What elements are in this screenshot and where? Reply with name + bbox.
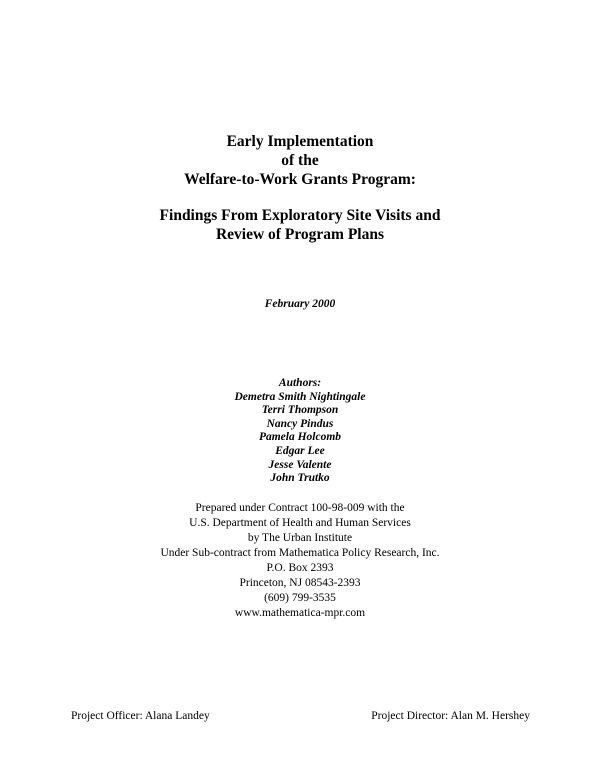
author-name: Demetra Smith Nightingale: [234, 390, 366, 403]
title-line: Welfare-to-Work Grants Program:: [184, 171, 416, 188]
author-name: John Trutko: [270, 472, 330, 485]
project-officer: Project Officer: Alana Landey: [71, 710, 210, 722]
subtitle-line: Findings From Exploratory Site Visits and: [159, 207, 441, 224]
date-text: February 2000: [264, 298, 336, 310]
author-name: Jesse Valente: [268, 458, 332, 471]
authors-heading: Authors:: [278, 377, 322, 389]
contract-line: Prepared under Contract 100-98-009 with the: [195, 502, 405, 514]
author-name: Nancy Pindus: [266, 417, 334, 430]
city-line: Princeton, NJ 08543-2393: [239, 577, 361, 589]
project-director: Project Director: Alan M. Hershey: [371, 710, 530, 722]
subcontract-line: Under Sub-contract from Mathematica Policy Research, Inc.: [160, 547, 440, 559]
author-name: Terri Thompson: [261, 404, 339, 417]
phone-line: (609) 799-3535: [264, 592, 336, 604]
report-subtitle: [0, 206, 600, 244]
subtitle-line: Review of Program Plans: [215, 226, 385, 243]
author-name: Pamela Holcomb: [258, 431, 342, 444]
contractor-line: by The Urban Institute: [247, 532, 353, 544]
website-line: www.mathematica-mpr.com: [234, 607, 366, 619]
author-name: Edgar Lee: [275, 444, 325, 457]
contract-info: [0, 501, 600, 621]
agency-line: U.S. Department of Health and Human Services: [189, 517, 411, 529]
report-date: [0, 297, 600, 311]
authors-list: [0, 377, 600, 486]
title-line: Early Implementation: [226, 133, 374, 150]
report-title: [0, 132, 600, 189]
po-box-line: P.O. Box 2393: [266, 562, 334, 574]
title-line: of the: [281, 152, 319, 169]
